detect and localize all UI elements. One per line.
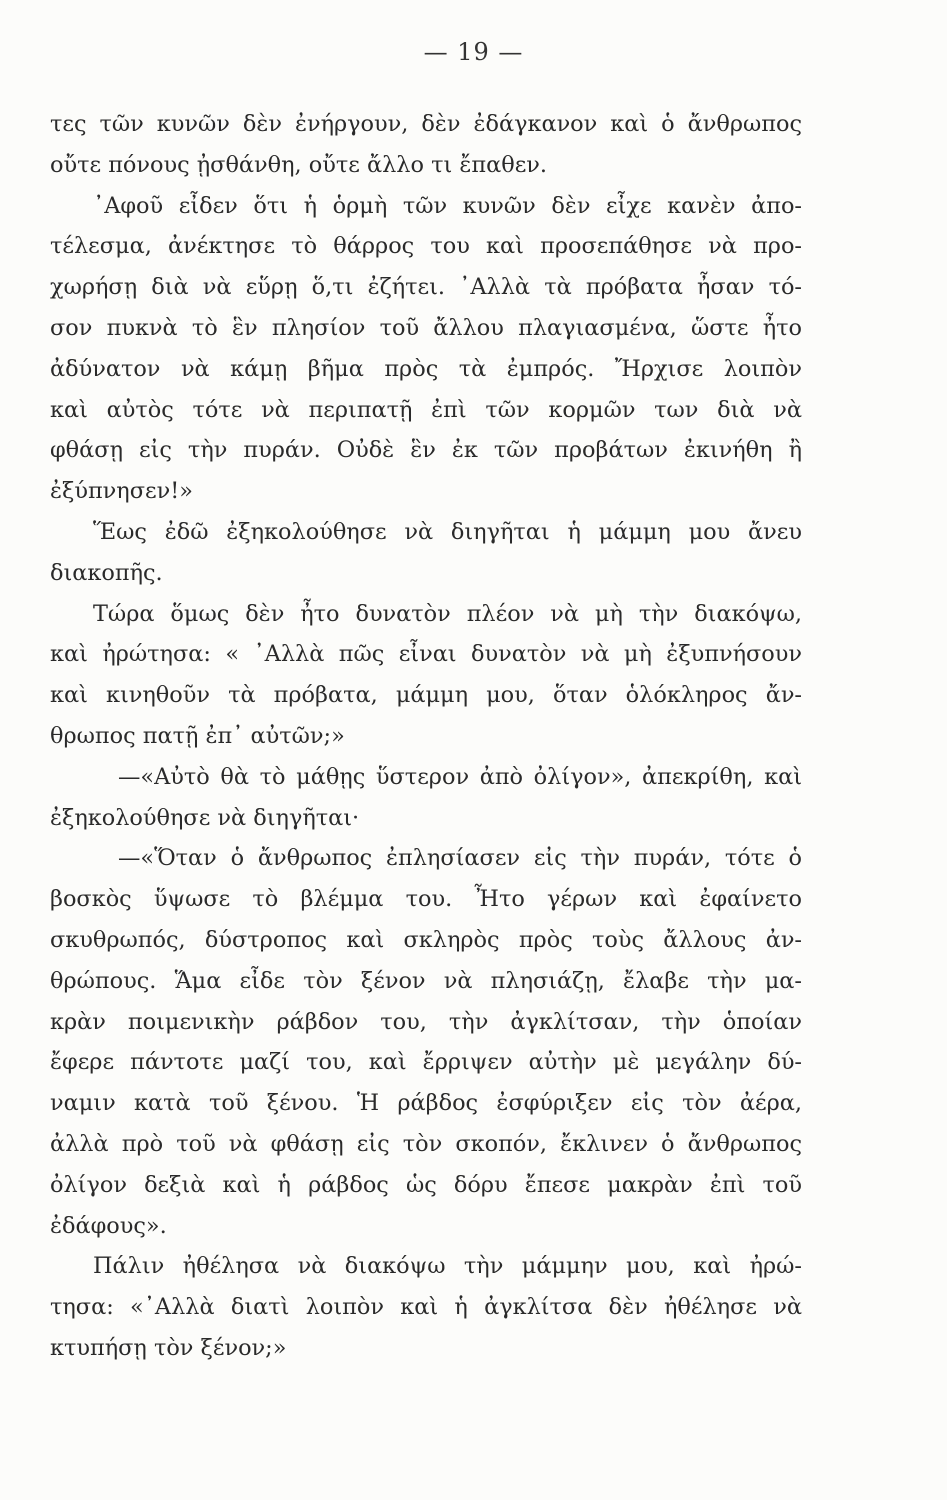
text-line: ἀδύνατον νὰ κάμῃ βῆμα πρὸς τὰ ἐμπρός. Ἤρχισε λοιπὸν (50, 355, 802, 382)
text-line: βοσκὸς ὕψωσε τὸ βλέμμα του. Ἦτο γέρων καὶ ἐφαίνετο (50, 886, 802, 913)
body-text (50, 104, 802, 1369)
text-line: φθάσῃ εἰς τὴν πυράν. Οὐδὲ ἓν ἐκ τῶν προβάτων ἐκινήθη ἢ (50, 437, 802, 464)
text-line: ἐξύπνησεν!» (50, 478, 193, 505)
text-line: ἔφερε πάντοτε μαζί του, καὶ ἔρριψεν αὐτὴν μὲ μεγάλην δύ- (50, 1049, 802, 1076)
text-line: διακοπῆς. (50, 559, 163, 586)
text-line: τες τῶν κυνῶν δὲν ἐνήργουν, δὲν ἐδάγκανον καὶ ὁ ἄνθρωπος (50, 111, 802, 137)
text-line: θρώπους. Ἅμα εἶδε τὸν ξένον νὰ πλησιάζῃ, ἔλαβε τὴν μα- (50, 967, 802, 994)
text-line: κτυπήσῃ τὸν ξένον;» (50, 1334, 287, 1361)
text-line: καὶ αὐτὸς τότε νὰ περιπατῇ ἐπὶ τῶν κορμῶν των διὰ νὰ (50, 396, 802, 423)
text-line: —«Ὅταν ὁ ἄνθρωπος ἐπλησίασεν εἰς τὴν πυράν, τότε ὁ (118, 845, 802, 872)
text-line: ναμιν κατὰ τοῦ ξένου. Ἡ ράβδος ἐσφύριξεν εἰς τὸν ἀέρα, (50, 1090, 802, 1117)
text-line: τέλεσμα, ἀνέκτησε τὸ θάρρος του καὶ προσεπάθησε νὰ προ- (50, 233, 802, 260)
text-line: ὀλίγον δεξιὰ καὶ ἡ ράβδος ὡς δόρυ ἔπεσε μακρὰν ἐπὶ τοῦ (50, 1171, 802, 1198)
text-line: οὔτε πόνους ᾐσθάνθη, οὔτε ἄλλο τι ἔπαθεν. (50, 151, 548, 178)
text-line: ἀλλὰ πρὸ τοῦ νὰ φθάσῃ εἰς τὸν σκοπόν, ἔκλινεν ὁ ἄνθρωπος (50, 1130, 802, 1157)
text-line: Τώρα ὅμως δὲν ἦτο δυνατὸν πλέον νὰ μὴ τὴν διακόψω, (93, 600, 802, 627)
text-line: καὶ κινηθοῦν τὰ πρόβατα, μάμμη μου, ὅταν ὁλόκληρος ἄν- (50, 682, 802, 709)
text-line: ἐδάφους». (50, 1212, 167, 1239)
text-line: ᾿Αφοῦ εἶδεν ὅτι ἡ ὁρμὴ τῶν κυνῶν δὲν εἶχε κανὲν ἀπο- (93, 192, 802, 219)
text-line: καὶ ἠρώτησα: « ᾿Αλλὰ πῶς εἶναι δυνατὸν νὰ μὴ ἐξυπνήσουν (50, 641, 802, 668)
text-line: κρὰν ποιμενικὴν ράβδον του, τὴν ἀγκλίτσαν, τὴν ὁποίαν (50, 1008, 802, 1035)
text-line: —«Αὐτὸ θὰ τὸ μάθῃς ὕστερον ἀπὸ ὀλίγον», ἀπεκρίθη, καὶ (118, 763, 802, 790)
text-line: ἐξηκολούθησε νὰ διηγῆται· (50, 804, 360, 831)
text-line: σκυθρωπός, δύστροπος καὶ σκληρὸς πρὸς τοὺς ἄλλους ἀν- (50, 926, 802, 953)
text-line: Πάλιν ἠθέλησα νὰ διακόψω τὴν μάμμην μου, καὶ ἠρώ- (93, 1253, 802, 1280)
text-line: Ἕως ἐδῶ ἐξηκολούθησε νὰ διηγῆται ἡ μάμμη μου ἄνευ (93, 518, 802, 545)
text-line: σον πυκνὰ τὸ ἓν πλησίον τοῦ ἄλλου πλαγιασμένα, ὥστε ἦτο (50, 314, 802, 341)
text-line: χωρήσῃ διὰ νὰ εὕρῃ ὅ,τι ἐζήτει. ᾿Αλλὰ τὰ πρόβατα ἦσαν τό- (50, 274, 802, 301)
text-line: τησα: «᾿Αλλὰ διατὶ λοιπὸν καὶ ἡ ἀγκλίτσα δὲν ἠθέλησε νὰ (50, 1294, 802, 1321)
page-number: — 19 — (423, 38, 524, 66)
text-line: θρωπος πατῇ ἐπ᾿ αὐτῶν;» (50, 722, 345, 749)
